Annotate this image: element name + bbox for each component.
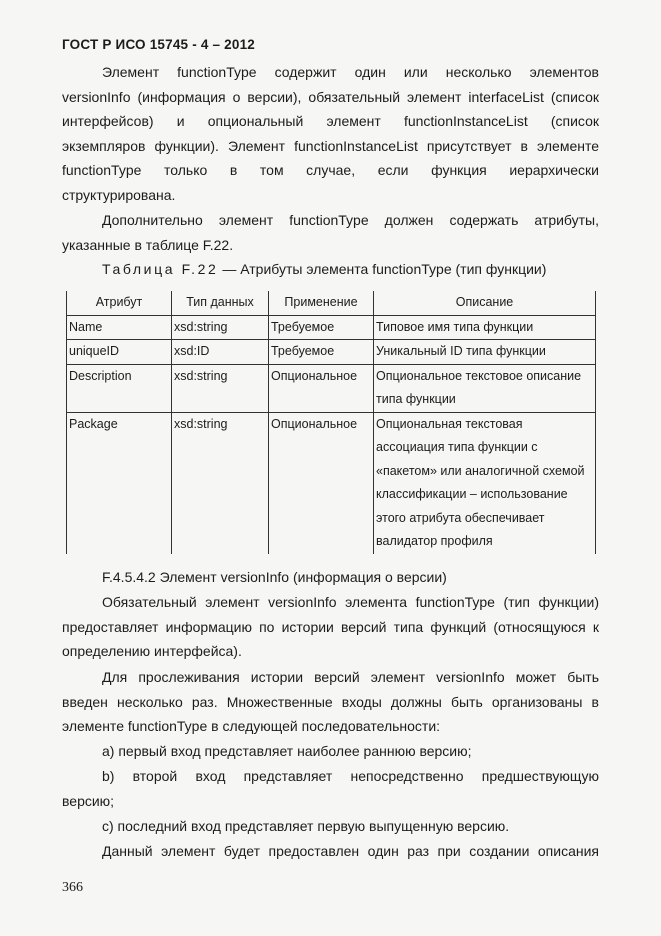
- text-line: Обязательный элемент versionInfo элемента functionType (тип функции): [102, 594, 599, 610]
- section-heading: F.4.5.4.2 Элемент versionInfo (информация о версии): [102, 569, 447, 585]
- text-line: functionType только в том случае, если функция иерархически: [62, 162, 599, 178]
- text-line: Элемент functionType содержит один или несколько элементов: [102, 64, 599, 80]
- text-line: определению интерфейса).: [62, 643, 242, 659]
- table-cell: Уникальный ID типа функции: [374, 340, 596, 365]
- table-cell: Опциональное текстовое описание типа функции: [374, 364, 596, 412]
- table-cell: uniqueID: [67, 340, 172, 365]
- text-line: предоставляет информацию по истории версий типа функций (относящуюся к: [62, 618, 599, 635]
- table-header-cell: Тип данных: [172, 291, 269, 315]
- paragraph-function-type: [62, 60, 599, 207]
- table-caption: [102, 261, 546, 277]
- table-cell: xsd:ID: [172, 340, 269, 365]
- list-item-a: а) первый вход представляет наиболее раннюю версию;: [102, 743, 472, 759]
- table-row: [67, 315, 596, 340]
- text-line: элементе functionType в следующей последовательности:: [62, 718, 441, 734]
- list-item-b: [62, 764, 599, 813]
- table-cell: xsd:string: [172, 412, 269, 554]
- text-line: versionInfo (информация о версии), обязательный элемент interfaceList (список: [62, 88, 599, 105]
- text-line: указанные в таблице F.22.: [62, 236, 234, 253]
- text-line: версию;: [62, 792, 115, 809]
- paragraph-history: [62, 665, 599, 739]
- table-cell: Типовое имя типа функции: [374, 315, 596, 340]
- table-row: [67, 364, 596, 412]
- attributes-table: [66, 291, 596, 554]
- table-caption-prefix: Таблица F.22: [102, 261, 219, 277]
- table-cell: Требуемое: [269, 340, 374, 365]
- table-row: [67, 412, 596, 554]
- table-cell: Description: [67, 364, 172, 412]
- paragraph-attributes: [62, 208, 599, 257]
- list-item-c: с) последний вход представляет первую выпущенную версию.: [102, 818, 510, 834]
- table-cell: Name: [67, 315, 172, 340]
- page-number: 366: [62, 880, 83, 895]
- table-caption-text: — Атрибуты элемента functionType (тип функции): [218, 261, 547, 277]
- paragraph-version-info: [62, 590, 599, 664]
- table-cell: Опциональное: [269, 412, 374, 554]
- text-line: Для прослеживания истории версий элемент versionInfo может быть: [102, 669, 599, 685]
- text-line: структурирована.: [62, 186, 176, 203]
- table-row: [67, 340, 596, 365]
- text-line: экземпляров функции). Элемент functionInstanceList присутствует в элементе: [62, 137, 599, 154]
- text-line: интерфейсов) и опциональный элемент functionInstanceList (список: [62, 113, 599, 129]
- text-line: b) второй вход представляет непосредственно предшествующую: [102, 768, 599, 784]
- table-cell: xsd:string: [172, 315, 269, 340]
- table-header-cell: Описание: [374, 291, 596, 315]
- text-line: Дополнительно элемент functionType должен содержать атрибуты,: [102, 212, 599, 228]
- table-cell: Опциональное: [269, 364, 374, 412]
- document-header: ГОСТ Р ИСО 15745 - 4 – 2012: [62, 37, 255, 52]
- table-cell: Опциональная текстовая ассоциация типа функции с «пакетом» или аналогичной схемой классификации – использование этого атрибута обеспечивает валидатор профиля: [374, 412, 596, 554]
- table-header-cell: Применение: [269, 291, 374, 315]
- text-line: Данный элемент будет предоставлен один раз при создании описания: [102, 843, 599, 859]
- text-line: введен несколько раз. Множественные входы должны быть организованы в: [62, 693, 599, 710]
- table-cell: Package: [67, 412, 172, 554]
- table-header-cell: Атрибут: [67, 291, 172, 315]
- table-cell: Требуемое: [269, 315, 374, 340]
- table-cell: xsd:string: [172, 364, 269, 412]
- paragraph-final: [62, 839, 599, 864]
